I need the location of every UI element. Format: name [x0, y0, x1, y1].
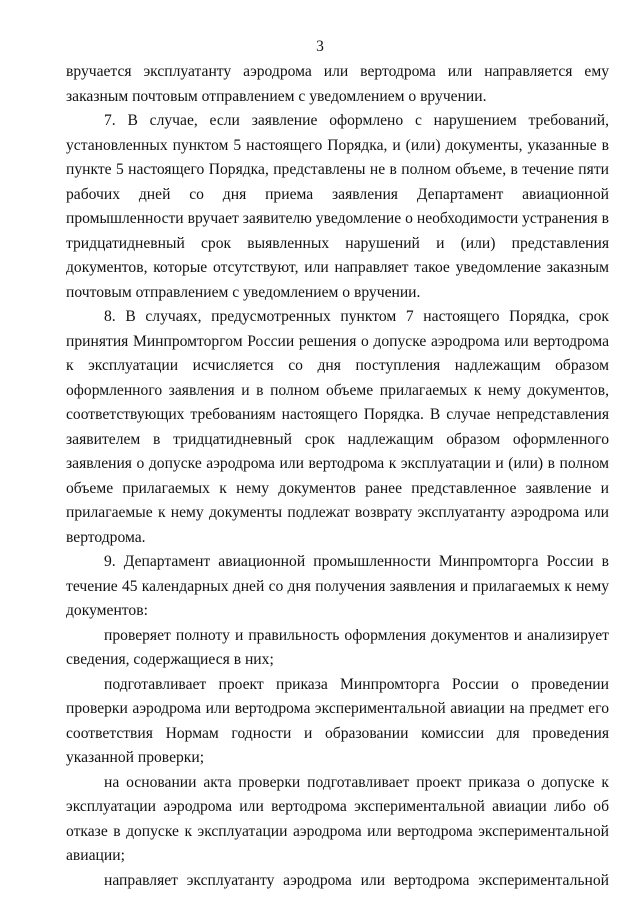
paragraph-item-7: 7. В случае, если заявление оформлено с нарушением требований, установленных пунктом 5 настоящего Порядка, и (или) документы, указанные в пункте 5 настоящего Порядка, представлены не в полном объеме, в течение пяти рабочих дней со дня приема заявления Департамент авиационной промышленности вручает заявителю уведомление о необходимости устранения в тридцатидневный срок выявленных нарушений и (или) представления документов, которые отсутствуют, или направляет такое уведомление заказным почтовым отправлением с уведомлением о вручении.	[66, 112, 609, 301]
paragraph-check-documents: проверяет полноту и правильность оформления документов и анализирует сведения, содержащиеся в них;	[66, 626, 609, 668]
paragraph-send-to-operator: направляет эксплуатанту аэродрома или вертодрома экспериментальной	[104, 871, 609, 889]
paragraph-item-8: 8. В случаях, предусмотренных пунктом 7 настоящего Порядка, срок принятия Минпромторгом России решения о допуске аэродрома или вертодрома к эксплуатации исчисляется со дня поступления надлежащим образом оформленного заявления и в полном объеме прилагаемых к нему документов, соответствующих требованиям настоящего Порядка. В случае непредставления заявителем в тридцатидневный срок надлежащим образом оформленного заявления о допуске аэродрома или вертодрома к эксплуатации и (или) в полном объеме прилагаемых к нему документов ранее представленное заявление и прилагаемые к нему документы подлежат возврату эксплуатанту аэродрома или вертодрома.	[66, 308, 609, 546]
document-body	[66, 60, 609, 893]
paragraph-prepare-order: подготавливает проект приказа Минпромторга России о проведении проверки аэродрома или вертодрома экспериментальной авиации на предмет его соответствия Нормам годности и образовании комиссии для проведения указанной проверки;	[66, 675, 609, 766]
paragraph-act-of-inspection: на основании акта проверки подготавливает проект приказа о допуске к эксплуатации аэродрома или вертодрома экспериментальной авиации либо об отказе в допуске к эксплуатации аэродрома или вертодрома экспериментальной авиации;	[66, 773, 609, 864]
paragraph-continuation: вручается эксплуатанту аэродрома или вертодрома или направляется ему заказным почтовым отправлением с уведомлением о вручении.	[66, 63, 609, 105]
paragraph-item-9: 9. Департамент авиационной промышленности Минпромторга России в течение 45 календарных дней со дня получения заявления и прилагаемых к нему документов:	[66, 553, 609, 619]
page-number: 3	[316, 38, 324, 55]
